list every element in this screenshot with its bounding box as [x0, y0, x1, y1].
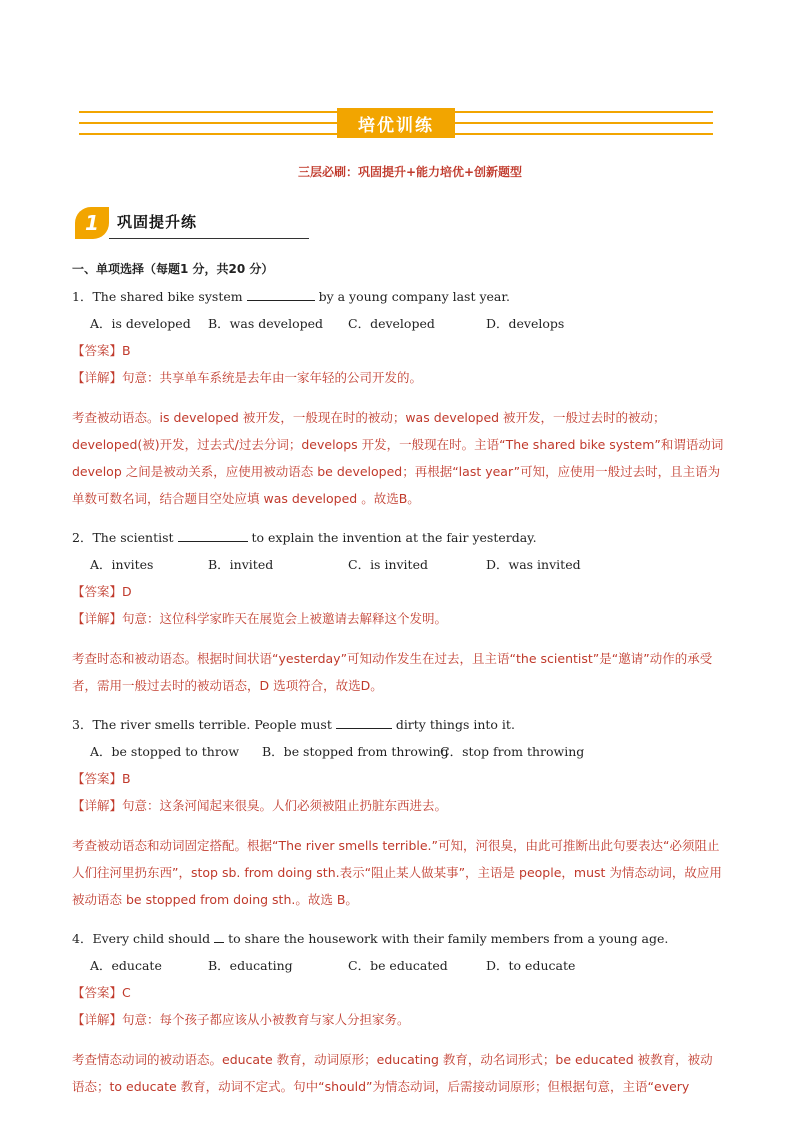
stem-text: by a young company last year.	[318, 289, 510, 304]
analysis-text: 考查被动语态和动词固定搭配。根据“The river smells terrible.”可知，河很臭，由此可推断出此句要表达“必须阻止人们往河里扔东西”，stop sb. from doing sth.表示“阻止某人做某事”，主语是 people，must 为情态动词，故应用被动语态 be stopped from doing sth.。故选 B。	[72, 837, 722, 907]
answer-line: 【答案】B	[72, 771, 131, 786]
option: C．be educated	[348, 958, 448, 973]
answer-blank	[247, 286, 315, 301]
option: C．stop from throwing	[440, 744, 585, 759]
option: B．educating	[208, 958, 293, 973]
option: B．invited	[208, 557, 274, 572]
banner-tag: 培优训练	[337, 108, 455, 138]
stem-text: dirty things into it.	[395, 717, 515, 732]
option: A．invites	[90, 557, 154, 572]
option: A．is developed	[90, 316, 191, 331]
detail-line: 【详解】句意：共享单车系统是去年由一家年轻的公司开发的。	[72, 370, 423, 385]
question-stem	[72, 711, 724, 738]
options-row	[72, 738, 724, 765]
detail-line: 【详解】句意：这位科学家昨天在展览会上被邀请去解释这个发明。	[72, 611, 448, 626]
header-banner	[79, 108, 713, 138]
page-subtitle: 三层必刷：巩固提升+能力培优+创新题型	[297, 165, 523, 179]
section-underline	[109, 238, 309, 239]
answer-line: 【答案】B	[72, 343, 131, 358]
answer-blank	[178, 527, 248, 542]
analysis-text: 考查时态和被动语态。根据时间状语“yesterday”可知动作发生在过去，且主语“the scientist”是“邀请”动作的承受者，需用一般过去时的被动语态，D 选项符合，故选D。	[72, 650, 713, 693]
option: B．was developed	[208, 316, 324, 331]
option: A．be stopped to throw	[90, 744, 240, 759]
option: D．to educate	[486, 958, 576, 973]
option: A．educate	[90, 958, 162, 973]
stem-text: to share the housework with their family members from a young age.	[228, 931, 669, 946]
section-number-badge: 1	[75, 207, 109, 239]
analysis-text: 考查被动语态。is developed 被开发，一般现在时的被动；was developed 被开发，一般过去时的被动；developed(被)开发，过去式/过去分词；develops 开发，一般现在时。主语“The shared bike system”和谓语动词 develop 之间是被动关系，应使用被动语态 be developed；再根据“last year”可知，应使用一般过去时，且主语为单数可数名词，结合题目空处应填 was developed 。故选B。	[72, 409, 724, 506]
stem-text: 3．The river smells terrible. People must	[72, 717, 332, 732]
options-row	[72, 551, 724, 578]
option: B．be stopped from throwing	[262, 744, 449, 759]
answer-line: 【答案】C	[72, 985, 131, 1000]
options-row	[72, 952, 724, 979]
options-row	[72, 310, 724, 337]
option: D．develops	[486, 316, 565, 331]
question-stem	[72, 524, 724, 551]
stem-text: 1．The shared bike system	[72, 289, 243, 304]
option: C．is invited	[348, 557, 428, 572]
answer-line: 【答案】D	[72, 584, 132, 599]
detail-line: 【详解】句意：每个孩子都应该从小被教育与家人分担家务。	[72, 1012, 410, 1027]
section-heading	[75, 205, 245, 241]
question-stem	[72, 925, 724, 952]
question-stem	[72, 283, 724, 310]
answer-blank	[214, 928, 224, 943]
part-title: 一、单项选择（每题1 分，共20 分）	[72, 262, 274, 276]
stem-text: 2．The scientist	[72, 530, 174, 545]
answer-blank	[336, 714, 392, 729]
stem-text: to explain the invention at the fair yesterday.	[251, 530, 537, 545]
option: D．was invited	[486, 557, 581, 572]
exercise-content	[72, 256, 724, 1112]
detail-line: 【详解】句意：这条河闻起来很臭。人们必须被阻止扔脏东西进去。	[72, 798, 448, 813]
section-title: 巩固提升练	[117, 213, 198, 231]
option: C．developed	[348, 316, 435, 331]
stem-text: 4．Every child should	[72, 931, 211, 946]
analysis-text: 考查情态动词的被动语态。educate 教育，动词原形；educating 教育，动名词形式；be educated 被教育，被动语态；to educate 教育，动词不定式。句中“should”为情态动词，后需接动词原形；但根据句意，主语“every	[72, 1051, 713, 1094]
